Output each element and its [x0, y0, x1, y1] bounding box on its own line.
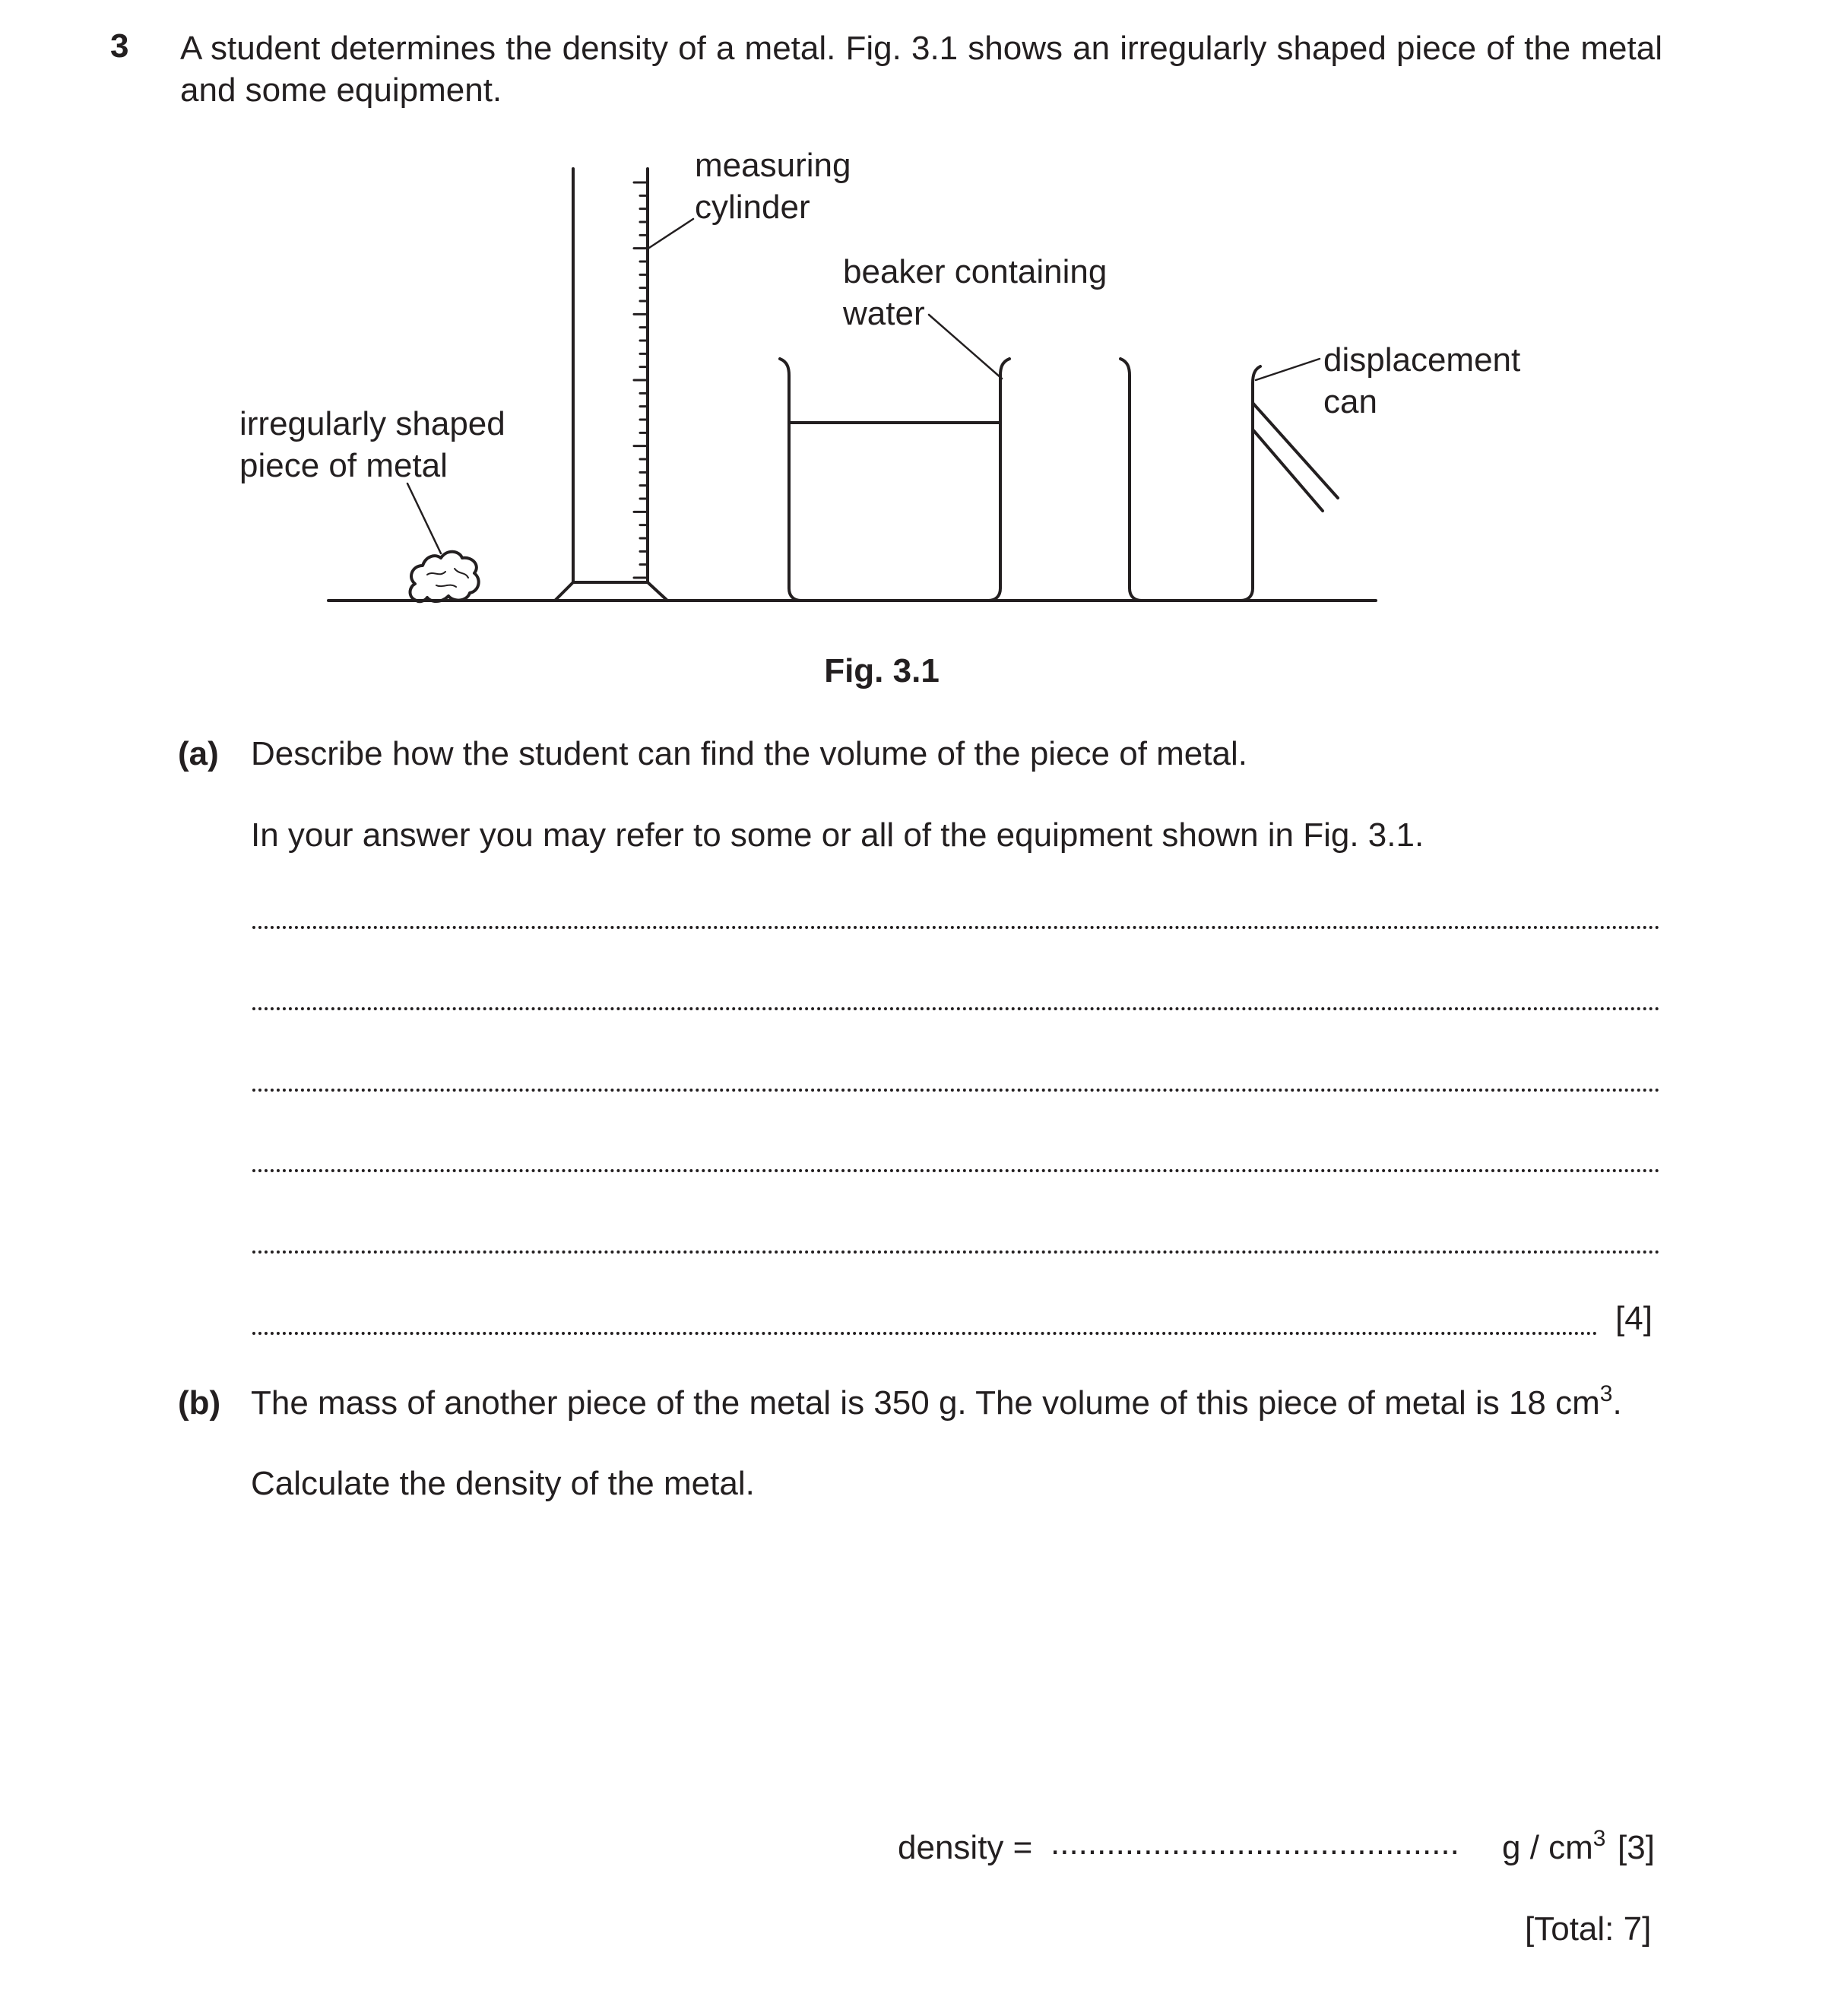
- leader-measuring-cylinder: [649, 219, 693, 248]
- answer-line-4[interactable]: [252, 1169, 1660, 1172]
- part-b-prompt-main: The mass of another piece of the metal is 350 g. The volume of this piece of metal is 18 cm: [251, 1384, 1600, 1422]
- answer-line-5[interactable]: [252, 1250, 1660, 1254]
- part-b-instruction: Calculate the density of the metal.: [251, 1465, 755, 1502]
- figure-caption: Fig. 3.1: [824, 652, 940, 689]
- part-a-hint: In your answer you may refer to some or all of the equipment shown in Fig. 3.1.: [251, 816, 1424, 854]
- total-marks: [Total: 7]: [1525, 1910, 1652, 1948]
- leader-displacement-can: [1256, 359, 1320, 380]
- part-b-prompt-end: .: [1612, 1384, 1622, 1422]
- part-b-marks: [3]: [1618, 1829, 1655, 1866]
- label-measuring-cylinder-line2: cylinder: [695, 189, 810, 226]
- answer-line-3[interactable]: [252, 1089, 1660, 1092]
- density-label: density =: [898, 1829, 1033, 1866]
- part-b-prompt: [251, 1381, 1622, 1422]
- displacement-can: [1120, 359, 1338, 601]
- leader-beaker: [929, 315, 1002, 379]
- part-a-letter: (a): [178, 735, 219, 772]
- leader-metal: [407, 483, 441, 553]
- label-displacement-can-line2: can: [1323, 383, 1377, 420]
- answer-line-6[interactable]: [252, 1332, 1598, 1335]
- part-b-prompt-superscript: 3: [1599, 1381, 1613, 1406]
- measuring-cylinder: [555, 169, 667, 601]
- answer-line-1[interactable]: [252, 926, 1660, 929]
- label-displacement-can-line1: displacement: [1323, 341, 1521, 379]
- answer-line-2[interactable]: [252, 1007, 1660, 1010]
- density-unit-superscript: 3: [1592, 1826, 1606, 1851]
- label-metal-line2: piece of metal: [239, 447, 448, 484]
- label-metal-line1: irregularly shaped: [239, 405, 505, 442]
- question-stem: A student determines the density of a metal. Fig. 3.1 shows an irregularly shaped piece of the metal and some equipment.: [180, 30, 1662, 109]
- question-number: 3: [110, 27, 129, 65]
- beaker: [780, 359, 1009, 601]
- part-a-prompt: Describe how the student can find the volume of the piece of metal.: [251, 735, 1247, 772]
- density-unit: [1502, 1826, 1606, 1867]
- part-a-marks: [4]: [1615, 1300, 1653, 1337]
- metal-piece-detail: [427, 569, 468, 587]
- label-beaker-line2: water: [843, 295, 925, 332]
- part-b-letter: (b): [178, 1384, 221, 1422]
- density-answer-line[interactable]: ............................................: [1051, 1824, 1459, 1862]
- label-measuring-cylinder-line1: measuring: [695, 147, 851, 184]
- label-beaker-line1: beaker containing: [843, 253, 1108, 290]
- density-unit-main: g / cm: [1502, 1829, 1593, 1866]
